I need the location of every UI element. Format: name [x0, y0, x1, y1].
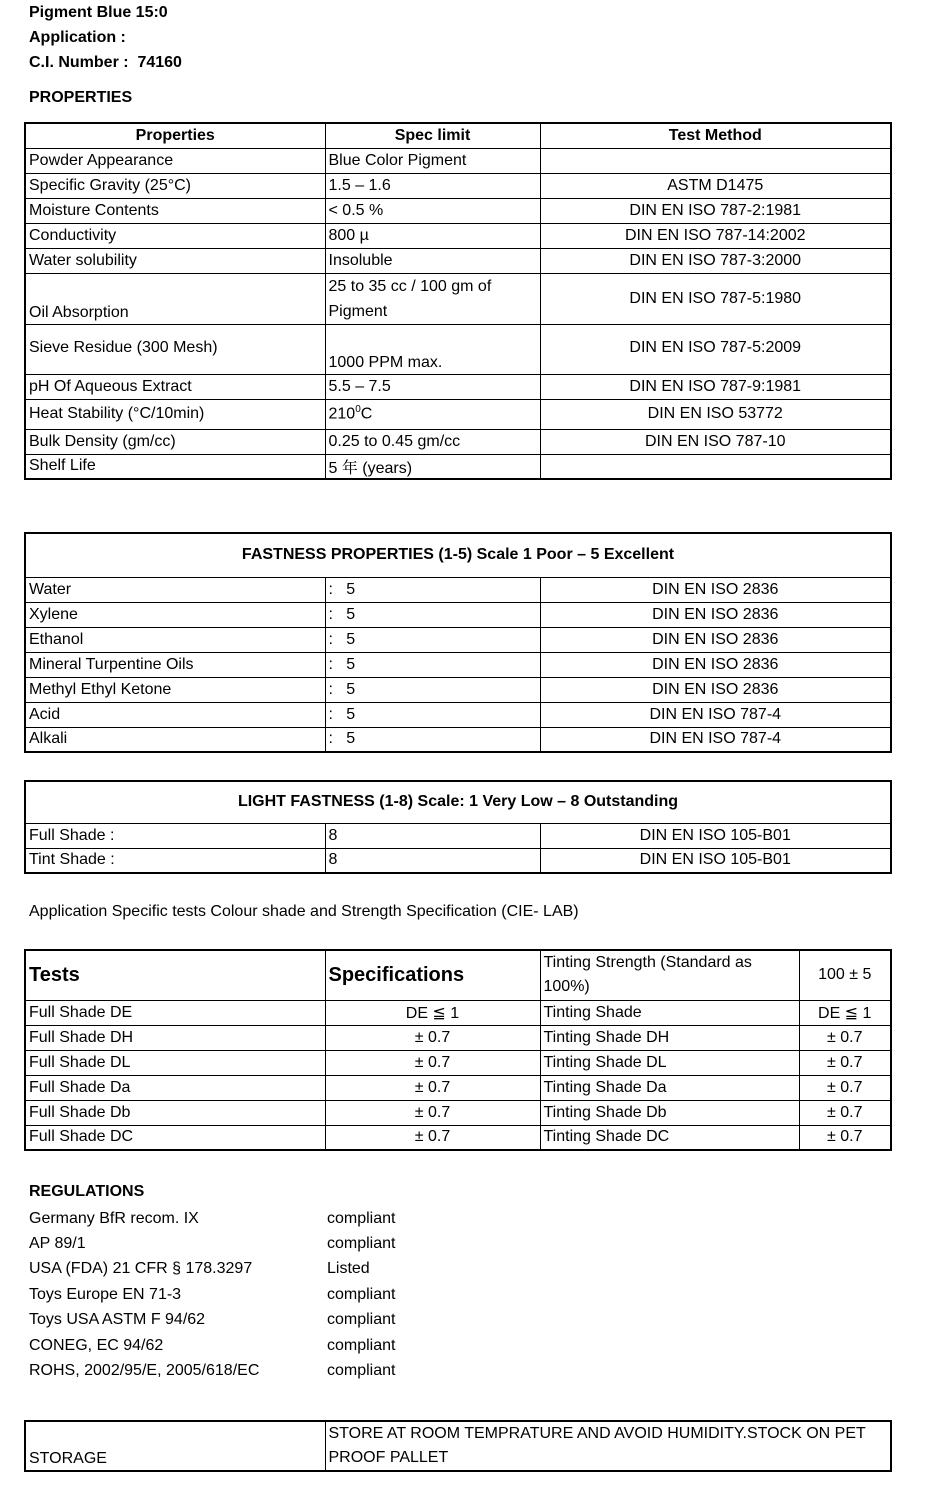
test-method: DIN EN ISO 787-4 — [540, 727, 891, 752]
spec-line-2: Pigment — [328, 302, 388, 320]
table-row — [25, 273, 891, 324]
tint-spec: ± 0.7 — [799, 1100, 891, 1125]
test-method — [540, 454, 891, 479]
test-spec: ± 0.7 — [325, 1125, 540, 1150]
fastness-title-row — [25, 533, 891, 577]
shade-value: 8 — [325, 823, 540, 848]
fastness-rating: 5 — [346, 705, 356, 723]
property-name: Oil Absorption — [25, 273, 325, 324]
fastness-value — [325, 677, 540, 702]
table-row — [25, 399, 891, 429]
table-row — [25, 823, 891, 848]
tint-name: Tinting Shade — [540, 1000, 799, 1025]
spec-value: 1.5 – 1.6 — [325, 173, 540, 198]
fastness-value — [325, 627, 540, 652]
header-specifications: Specifications — [325, 950, 540, 1000]
test-name: Full Shade DL — [25, 1050, 325, 1075]
storage-text — [325, 1421, 891, 1471]
colon: : — [328, 605, 333, 623]
table-row — [25, 374, 891, 399]
header-tinting-strength — [540, 950, 799, 1000]
fastness-rating: 5 — [346, 655, 356, 673]
test-method: ASTM D1475 — [540, 173, 891, 198]
storage-line-1: STORE AT ROOM TEMPRATURE AND AVOID HUMIDITY.STOCK ON PET — [328, 1425, 866, 1442]
tint-name: Tinting Shade DC — [540, 1125, 799, 1150]
regulation-name: Toys USA ASTM F 94/62 — [29, 1311, 206, 1328]
regulation-status: Listed — [327, 1260, 370, 1277]
property-name: Conductivity — [25, 223, 325, 248]
pigment-name: Pigment Blue 15:0 — [29, 4, 168, 21]
test-method: DIN EN ISO 2836 — [540, 677, 891, 702]
table-row — [25, 429, 891, 454]
table-row — [25, 1125, 891, 1150]
property-name: Sieve Residue (300 Mesh) — [25, 324, 325, 374]
fastness-rating: 5 — [346, 680, 356, 698]
regulation-status: compliant — [327, 1210, 396, 1227]
tint-spec: ± 0.7 — [799, 1025, 891, 1050]
table-row — [25, 1100, 891, 1125]
tint-spec: DE ≦ 1 — [799, 1000, 891, 1025]
table-row — [25, 148, 891, 173]
application-label: Application : — [29, 29, 126, 46]
regulation-status: compliant — [327, 1235, 396, 1252]
shade-value: 8 — [325, 848, 540, 873]
storage-row — [25, 1421, 891, 1471]
tint-name: Tinting Shade DH — [540, 1025, 799, 1050]
test-method: DIN EN ISO 2836 — [540, 577, 891, 602]
regulations-heading: REGULATIONS — [29, 1183, 145, 1200]
test-name: Full Shade DE — [25, 1000, 325, 1025]
table-row — [25, 223, 891, 248]
storage-label: STORAGE — [25, 1421, 325, 1471]
property-name: Shelf Life — [25, 454, 325, 479]
tint-name: Tinting Shade Da — [540, 1075, 799, 1100]
test-method — [540, 148, 891, 173]
properties-header-row — [25, 123, 891, 148]
spec-base: 210 — [328, 405, 356, 423]
table-row — [25, 677, 891, 702]
fastness-rating: 5 — [346, 630, 356, 648]
fastness-value — [325, 577, 540, 602]
test-method: DIN EN ISO 2836 — [540, 627, 891, 652]
fastness-title: FASTNESS PROPERTIES (1-5) Scale 1 Poor – 5 Excellent — [25, 533, 891, 577]
spec-value: 5 年 (years) — [325, 454, 540, 479]
regulation-name: CONEG, EC 94/62 — [29, 1337, 164, 1354]
table-row — [25, 727, 891, 752]
ci-number-value: 74160 — [137, 54, 182, 71]
regulation-name: Germany BfR recom. IX — [29, 1210, 199, 1227]
cielab-table — [24, 949, 892, 1151]
property-name: Powder Appearance — [25, 148, 325, 173]
spec-value: 1000 PPM max. — [325, 324, 540, 374]
spec-value: < 0.5 % — [325, 198, 540, 223]
table-row — [25, 1025, 891, 1050]
storage-table — [24, 1420, 892, 1472]
property-name: Specific Gravity (25°C) — [25, 173, 325, 198]
table-row — [25, 1075, 891, 1100]
fastness-value — [325, 727, 540, 752]
regulation-name: Toys Europe EN 71-3 — [29, 1286, 182, 1303]
spec-value — [325, 273, 540, 324]
test-spec: DE ≦ 1 — [325, 1000, 540, 1025]
fastness-name: Xylene — [25, 602, 325, 627]
tint-spec: ± 0.7 — [799, 1050, 891, 1075]
table-row — [25, 627, 891, 652]
fastness-name: Acid — [25, 702, 325, 727]
light-fastness-table — [24, 780, 892, 874]
regulation-name: ROHS, 2002/95/E, 2005/618/EC — [29, 1362, 260, 1379]
test-method: DIN EN ISO 787-3:2000 — [540, 248, 891, 273]
property-name: pH Of Aqueous Extract — [25, 374, 325, 399]
application-specific-heading: Application Specific tests Colour shade and Strength Specification (CIE- LAB) — [29, 903, 579, 920]
test-name: Full Shade DH — [25, 1025, 325, 1050]
shade-name: Tint Shade : — [25, 848, 325, 873]
tint-spec: ± 0.7 — [799, 1125, 891, 1150]
regulation-name: AP 89/1 — [29, 1235, 86, 1252]
spec-value — [325, 399, 540, 429]
spec-line-1: 25 to 35 cc / 100 gm of — [328, 277, 492, 295]
test-method: DIN EN ISO 2836 — [540, 602, 891, 627]
header-test-method: Test Method — [540, 123, 891, 148]
tint-header-line-1: Tinting Strength (Standard as — [543, 954, 752, 972]
colon: : — [328, 705, 333, 723]
colon: : — [328, 630, 333, 648]
light-title-row — [25, 781, 891, 823]
header-tests: Tests — [25, 950, 325, 1000]
test-method: DIN EN ISO 2836 — [540, 652, 891, 677]
fastness-name: Mineral Turpentine Oils — [25, 652, 325, 677]
ci-number — [29, 54, 182, 72]
table-row — [25, 324, 891, 374]
shade-name: Full Shade : — [25, 823, 325, 848]
fastness-name: Water — [25, 577, 325, 602]
test-method: DIN EN ISO 787-2:1981 — [540, 198, 891, 223]
regulation-status: compliant — [327, 1337, 396, 1354]
fastness-rating: 5 — [346, 580, 356, 598]
tint-spec: ± 0.7 — [799, 1075, 891, 1100]
light-fastness-title: LIGHT FASTNESS (1-8) Scale: 1 Very Low – 8 Outstanding — [25, 781, 891, 823]
tint-header-line-2: 100%) — [543, 978, 590, 996]
spec-value: Blue Color Pigment — [325, 148, 540, 173]
test-method: DIN EN ISO 787-5:1980 — [540, 273, 891, 324]
property-name: Heat Stability (°C/10min) — [25, 399, 325, 429]
test-spec: ± 0.7 — [325, 1025, 540, 1050]
table-row — [25, 702, 891, 727]
test-method: DIN EN ISO 53772 — [540, 399, 891, 429]
test-method: DIN EN ISO 787-4 — [540, 702, 891, 727]
regulation-status: compliant — [327, 1286, 396, 1303]
colon: : — [328, 730, 333, 748]
regulation-status: compliant — [327, 1362, 396, 1379]
test-spec: ± 0.7 — [325, 1050, 540, 1075]
table-row — [25, 577, 891, 602]
table-row — [25, 173, 891, 198]
spec-value: 800 µ — [325, 223, 540, 248]
spec-value: Insoluble — [325, 248, 540, 273]
tint-name: Tinting Shade Db — [540, 1100, 799, 1125]
colon: : — [328, 655, 333, 673]
fastness-value — [325, 602, 540, 627]
table-row — [25, 1050, 891, 1075]
test-method: DIN EN ISO 787-10 — [540, 429, 891, 454]
property-name: Water solubility — [25, 248, 325, 273]
fastness-name: Methyl Ethyl Ketone — [25, 677, 325, 702]
header-spec-limit: Spec limit — [325, 123, 540, 148]
fastness-name: Ethanol — [25, 627, 325, 652]
table-row — [25, 1000, 891, 1025]
properties-table — [24, 122, 892, 480]
test-method: DIN EN ISO 787-14:2002 — [540, 223, 891, 248]
fastness-value — [325, 652, 540, 677]
table-row — [25, 848, 891, 873]
test-method: DIN EN ISO 787-5:2009 — [540, 324, 891, 374]
header-properties: Properties — [25, 123, 325, 148]
cielab-header-row — [25, 950, 891, 1000]
fastness-rating: 5 — [346, 730, 356, 748]
colon: : — [328, 580, 333, 598]
spec-sup: 0 — [355, 404, 361, 416]
test-method: DIN EN ISO 105-B01 — [540, 848, 891, 873]
property-name: Bulk Density (gm/cc) — [25, 429, 325, 454]
table-row — [25, 454, 891, 479]
fastness-value — [325, 702, 540, 727]
test-method: DIN EN ISO 787-9:1981 — [540, 374, 891, 399]
fastness-table — [24, 532, 892, 753]
test-spec: ± 0.7 — [325, 1100, 540, 1125]
regulation-name: USA (FDA) 21 CFR § 178.3297 — [29, 1260, 253, 1277]
table-row — [25, 198, 891, 223]
test-spec: ± 0.7 — [325, 1075, 540, 1100]
test-name: Full Shade DC — [25, 1125, 325, 1150]
properties-heading: PROPERTIES — [29, 89, 133, 106]
regulation-status: compliant — [327, 1311, 396, 1328]
table-row — [25, 602, 891, 627]
spec-value: 5.5 – 7.5 — [325, 374, 540, 399]
test-name: Full Shade Da — [25, 1075, 325, 1100]
test-method: DIN EN ISO 105-B01 — [540, 823, 891, 848]
tinting-strength-value: 100 ± 5 — [799, 950, 891, 1000]
tint-name: Tinting Shade DL — [540, 1050, 799, 1075]
table-row — [25, 248, 891, 273]
ci-number-label: C.I. Number : — [29, 54, 129, 71]
fastness-name: Alkali — [25, 727, 325, 752]
storage-line-2: PROOF PALLET — [328, 1449, 449, 1466]
test-name: Full Shade Db — [25, 1100, 325, 1125]
spec-value: 0.25 to 0.45 gm/cc — [325, 429, 540, 454]
table-row — [25, 652, 891, 677]
property-name: Moisture Contents — [25, 198, 325, 223]
colon: : — [328, 680, 333, 698]
spec-unit: C — [360, 405, 373, 423]
fastness-rating: 5 — [346, 605, 356, 623]
